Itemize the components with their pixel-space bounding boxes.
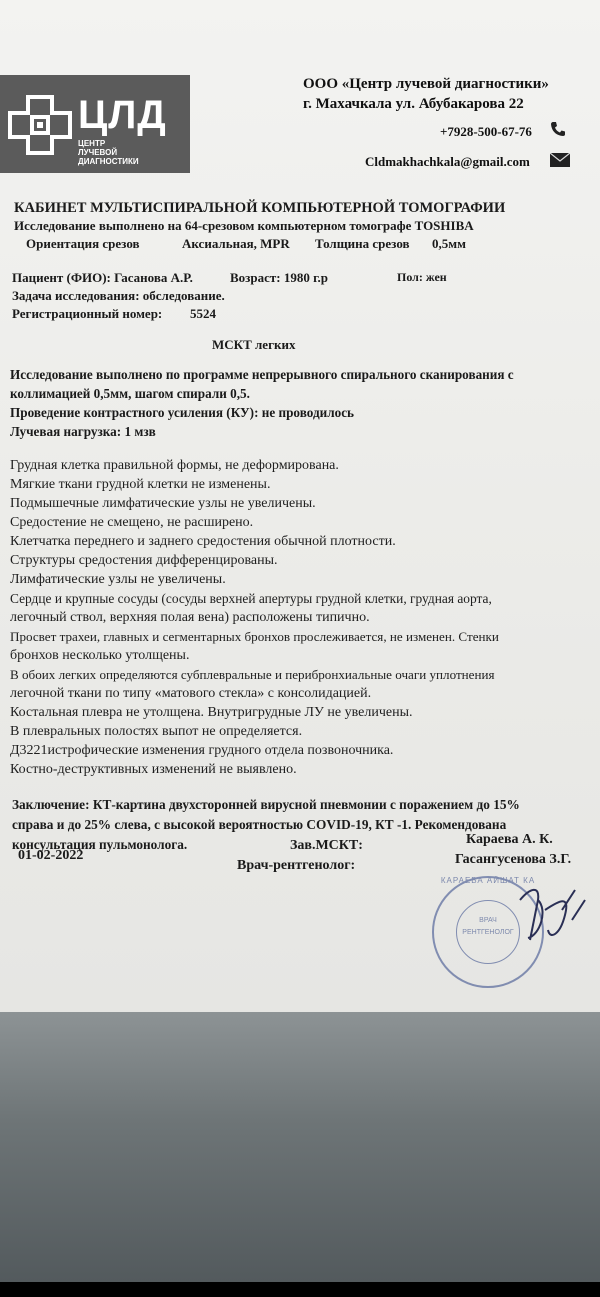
finding-line: Клетчатка переднего и заднего средостения обычной плотности.	[10, 534, 396, 549]
patient-age: Возраст: 1980 г.р	[230, 270, 329, 285]
finding-line: В плевральных полостях выпот не определяется.	[10, 724, 303, 739]
stamp-ring-text: КАРАЕВА АЙШАТ КА	[440, 876, 536, 885]
finding-line: Сердце и крупные сосуды (сосуды верхней апертуры грудной клетки, грудная аорта,	[10, 591, 492, 606]
logo-abbreviation: ЦЛД	[78, 93, 167, 137]
finding-line: Мягкие ткани грудной клетки не изменены.	[10, 477, 271, 492]
finding-line: Грудная клетка правильной формы, не деформирована.	[10, 458, 339, 473]
finding-line: Д3221истрофические изменения грудного отдела позвоночника.	[10, 743, 394, 758]
finding-line: Просвет трахеи, главных и сегментарных бронхов прослеживается, не изменен. Стенки	[10, 629, 499, 644]
patient-name: Пациент (ФИО): Гасанова А.Р.	[12, 270, 193, 285]
conclusion-line: справа и до 25% слева, с высокой вероятностью COVID-19, КТ -1. Рекомендована	[12, 817, 507, 832]
head-of-department-name: Караева А. К.	[466, 832, 553, 847]
protocol-line: коллимацией 0,5мм, шагом спирали 0,5.	[10, 386, 250, 401]
email-icon	[550, 153, 570, 167]
finding-line: Средостение не смещено, не расширено.	[10, 515, 254, 530]
finding-line: В обоих легких определяются субплевральные и перибронхиальные очаги уплотнения	[10, 667, 495, 682]
cross-logo-icon	[8, 95, 72, 155]
study-task: Задача исследования: обследование.	[12, 288, 225, 303]
orientation-value: Аксиальная, MPR	[182, 236, 290, 251]
finding-line: Лимфатические узлы не увеличены.	[10, 572, 226, 587]
phone-icon	[550, 121, 566, 137]
cabinet-title: КАБИНЕТ МУЛЬТИСПИРАЛЬНОЙ КОМПЬЮТЕРНОЙ ТОМОГРАФИИ	[14, 200, 506, 216]
finding-line: Костальная плевра не утолщена. Внутригрудные ЛУ не увеличены.	[10, 705, 413, 720]
thickness-label: Толщина срезов	[315, 236, 410, 251]
stamp-inner-text: ВРАЧ	[479, 917, 497, 924]
protocol-line: Исследование выполнено по программе непрерывного спирального сканирования с	[10, 367, 514, 382]
report-date: 01-02-2022	[18, 848, 84, 863]
finding-line: легочной ткани по типу «матового стекла» с консолидацией.	[10, 686, 372, 701]
contrast-line: Проведение контрастного усиления (КУ): не проводилось	[10, 405, 355, 420]
clinic-logo	[0, 75, 190, 173]
radiologist-name: Гасангусенова З.Г.	[455, 852, 572, 867]
registration-label: Регистрационный номер:	[12, 306, 163, 321]
device-line: Исследование выполнено на 64-срезовом компьютерном томографе TOSHIBA	[14, 218, 474, 233]
logo-subtitle: ЦЕНТР ЛУЧЕВОЙ ДИАГНОСТИКИ	[78, 139, 139, 166]
stamp-inner-text: РЕНТГЕНОЛОГ	[462, 929, 514, 936]
head-of-department-label: Зав.МСКТ:	[290, 838, 363, 853]
radiation-dose: Лучевая нагрузка: 1 мзв	[10, 424, 156, 439]
thickness-value: 0,5мм	[432, 236, 466, 251]
org-address: г. Махачкала ул. Абубакарова 22	[303, 96, 524, 112]
finding-line: Структуры средостения дифференцированы.	[10, 553, 278, 568]
conclusion-line: Заключение: КТ-картина двухсторонней вирусной пневмонии с поражением до 15%	[12, 797, 520, 812]
bottom-bar	[0, 1282, 600, 1297]
finding-line: Подмышечные лимфатические узлы не увеличены.	[10, 496, 316, 511]
registration-number: 5524	[190, 306, 216, 321]
org-name: ООО «Центр лучевой диагностики»	[303, 76, 549, 92]
radiologist-label: Врач-рентгенолог:	[237, 858, 356, 873]
phone-number: +7928-500-67-76	[440, 124, 532, 139]
background-surface	[0, 1012, 600, 1282]
doctor-signature	[500, 880, 590, 960]
email-address: Cldmakhachkala@gmail.com	[365, 154, 530, 169]
finding-line: бронхов несколько утолщены.	[10, 648, 190, 663]
study-title: МСКТ легких	[212, 337, 296, 352]
conclusion-line: консультация пульмонолога.	[12, 837, 188, 852]
finding-line: легочный ствол, верхняя полая вена) расположены типично.	[10, 610, 370, 625]
patient-sex: Пол: жен	[397, 270, 447, 284]
orientation-label: Ориентация срезов	[26, 236, 140, 251]
finding-line: Костно-деструктивных изменений не выявлено.	[10, 762, 297, 777]
